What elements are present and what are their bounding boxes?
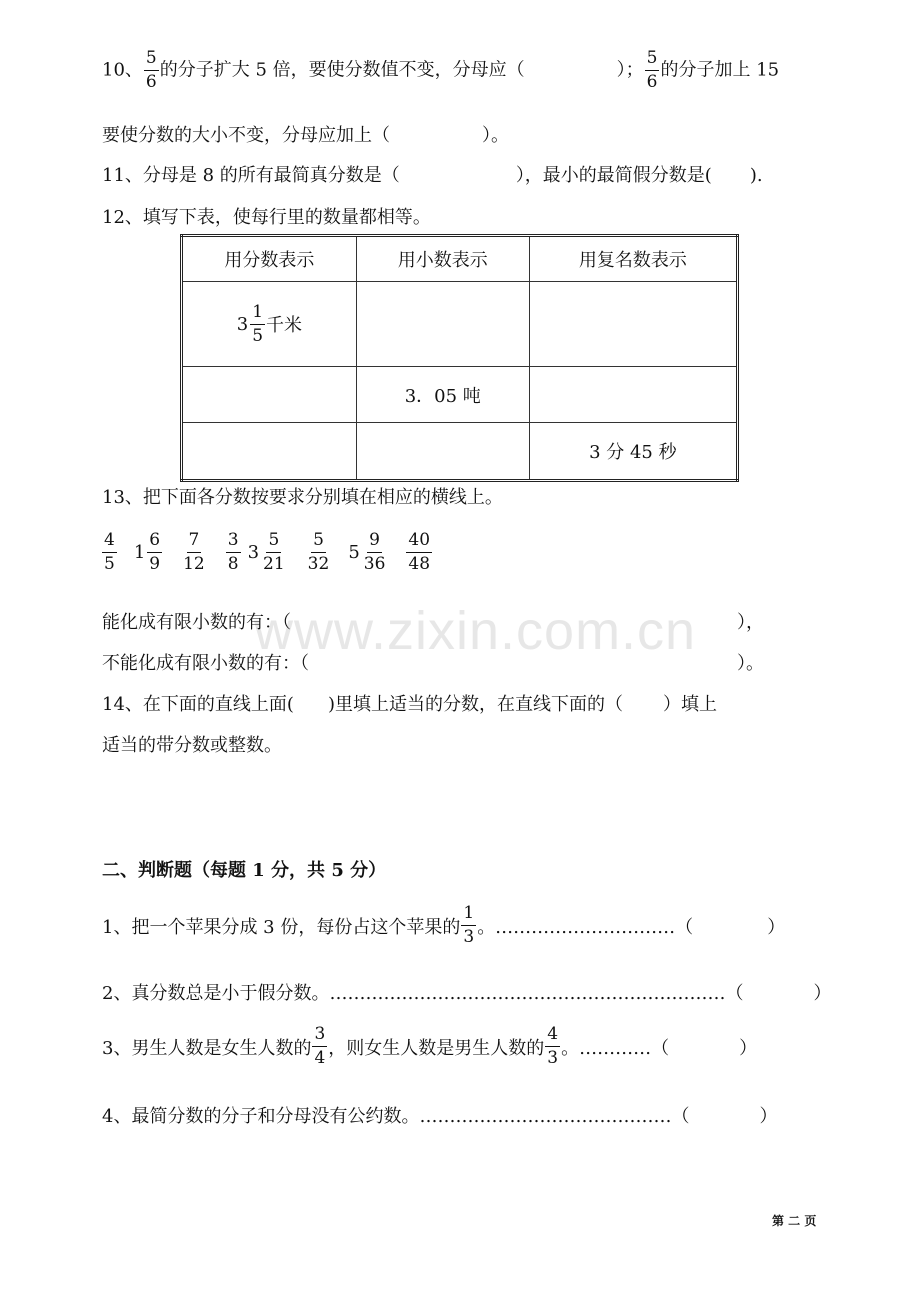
fraction-item: 5 $\frac{9}{36}$: [348, 530, 386, 574]
table-cell-blank[interactable]: [529, 367, 737, 423]
fraction-item: 3 $\frac{5}{21}$: [247, 530, 285, 574]
fraction: $\frac{5}{6}$: [145, 48, 157, 92]
fraction-item: $\frac{7}{12}$: [183, 530, 205, 574]
q13-infinite-end: ）。: [737, 653, 764, 674]
fraction: $\frac{1}{3}$: [463, 903, 475, 947]
q10-line1: 10、 $\frac{5}{6}$ 的分子扩大 5 倍，要使分数值不变，分母应（ ）； $\frac{5}{6}$ 的分子加上 15: [102, 48, 780, 92]
table-header: 用复名数表示: [529, 236, 737, 282]
q13-fraction-list: [100, 532, 433, 573]
judge-item-2: 2、真分数总是小于假分数。…………………………………………………………（ ）: [102, 983, 832, 1004]
table-cell: 3 分 45 秒: [529, 423, 737, 481]
table-cell-blank[interactable]: [182, 367, 357, 423]
page-footer: 第 二 页: [772, 1214, 817, 1228]
fraction-item: $\frac{4}{5}$: [104, 530, 115, 574]
fraction: $\frac{3}{4}$: [314, 1024, 326, 1068]
table-cell: 3．05 吨: [356, 367, 529, 423]
table-cell-blank[interactable]: [529, 282, 737, 367]
section-title: 二、判断题（每题 1 分，共 5 分）: [102, 860, 387, 881]
judge-item-3: 3、男生人数是女生人数的 $\frac{3}{4}$ ，则女生人数是男生人数的 $\frac{4}{3}$ 。…………（ ）: [102, 1024, 758, 1068]
fraction: $\frac{4}{3}$: [547, 1024, 559, 1068]
fraction-item: $\frac{3}{8}$: [227, 530, 239, 574]
table-header: 用小数表示: [356, 236, 529, 282]
q14-line2: 适当的带分数或整数。: [102, 735, 282, 756]
q13-finite-label: 能化成有限小数的有：（: [102, 612, 291, 633]
fraction: $\frac{5}{6}$: [646, 48, 658, 92]
q13-finite-end: ），: [737, 612, 764, 633]
judge-item-1: 1、把一个苹果分成 3 份，每份占这个苹果的 $\frac{1}{3}$ 。…………………………（ ）: [102, 903, 786, 947]
q10-line2: 要使分数的大小不变，分母应加上（ ）。: [102, 125, 509, 146]
table-header: 用分数表示: [182, 236, 357, 282]
q12-instruction: 12、填写下表，使每行里的数量都相等。: [102, 207, 431, 228]
conversion-table: [180, 234, 739, 482]
fraction-item: 1 $\frac{6}{9}$: [133, 530, 161, 574]
fraction-item: $\frac{5}{32}$: [307, 530, 330, 574]
table-cell-blank[interactable]: [182, 423, 357, 481]
table-cell-blank[interactable]: [356, 282, 529, 367]
q10-number: 10、: [102, 59, 143, 81]
table-cell: 3 $\frac{1}{5}$ 千米: [182, 282, 357, 367]
fraction-item: $\frac{40}{48}$: [408, 530, 431, 574]
judge-item-4: 4、最简分数的分子和分母没有公约数。……………………………………（ ）: [102, 1106, 778, 1127]
q13-instruction: 13、把下面各分数按要求分别填在相应的横线上。: [102, 487, 503, 508]
table-cell-blank[interactable]: [356, 423, 529, 481]
q14-line1: 14、在下面的直线上面( )里填上适当的分数，在直线下面的（ ）填上: [102, 694, 717, 715]
q11-line: 11、分母是 8 的所有最简真分数是（ ），最小的最简假分数是( ).: [102, 165, 763, 186]
q13-infinite-label: 不能化成有限小数的有：（: [102, 653, 309, 674]
watermark: www.zixin.com.cn: [254, 601, 697, 661]
